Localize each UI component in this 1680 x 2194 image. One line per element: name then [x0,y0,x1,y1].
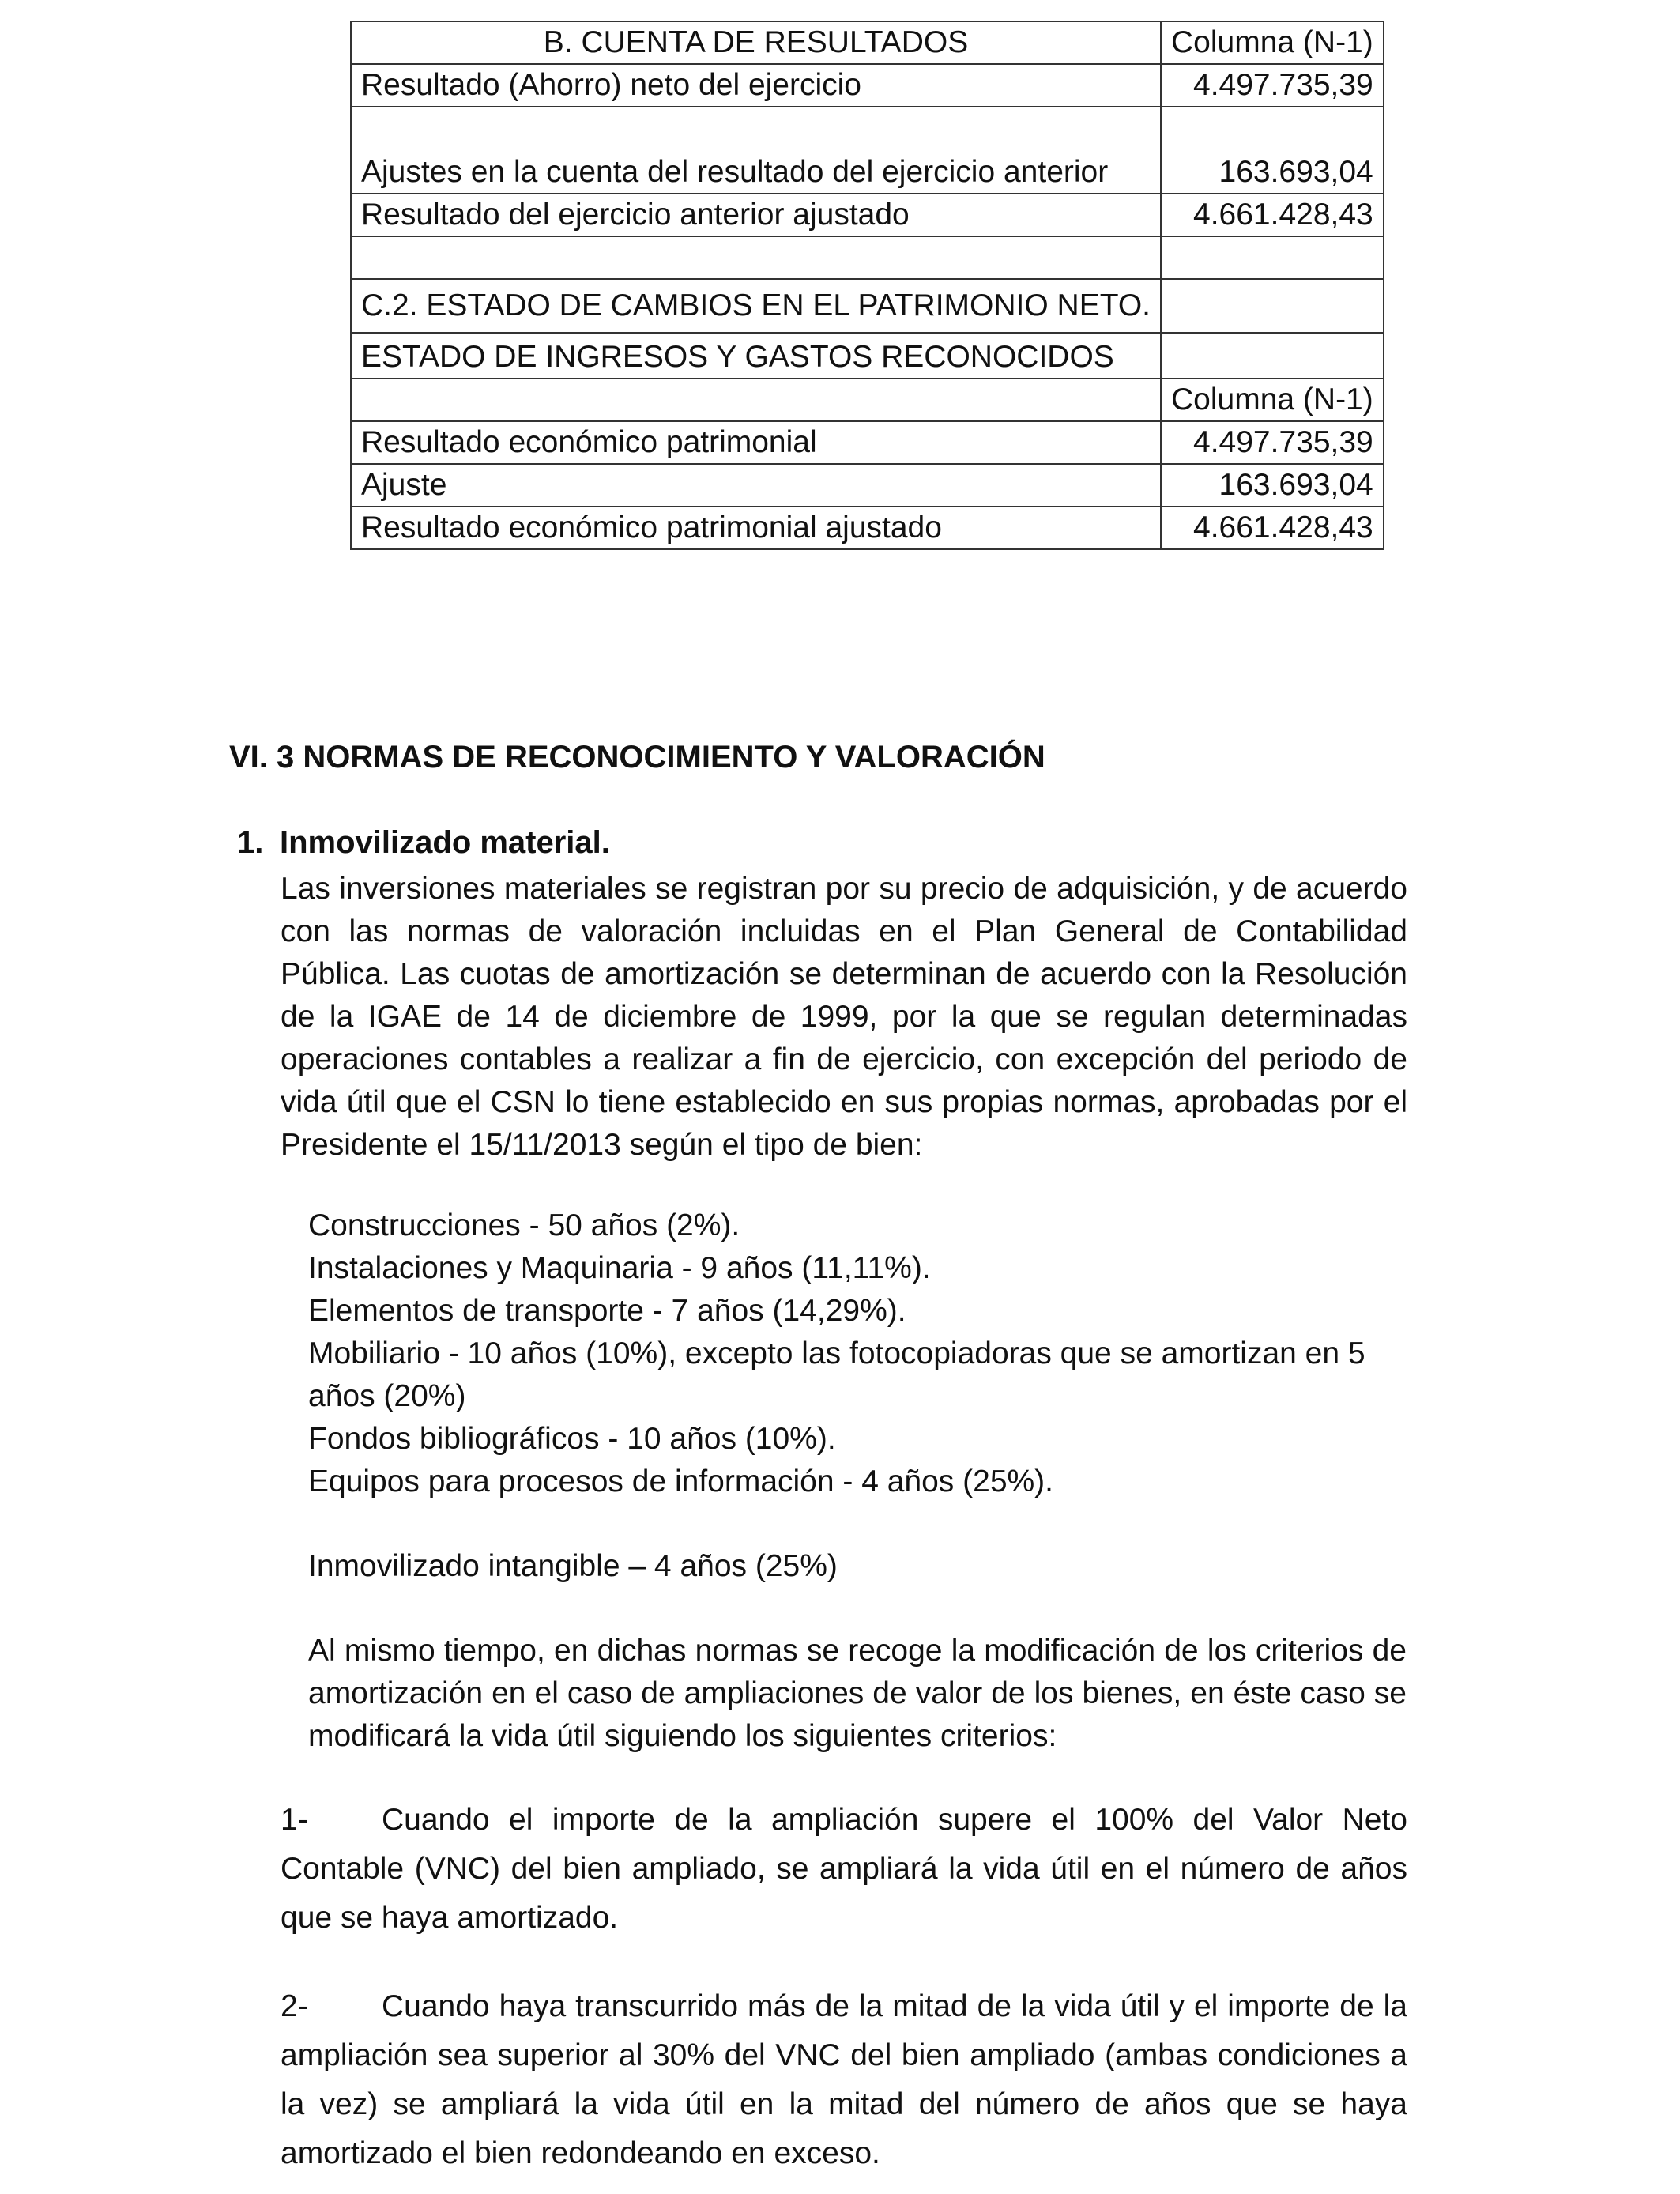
item-heading [237,825,610,861]
row-value: 4.661.428,43 [1161,507,1384,549]
body-paragraph: Las inversiones materiales se registran por su precio de adquisición, y de acuerdo con las normas de valoración incluidas en el Plan General de Contabilidad Pública. Las cuotas de amortización se determinan de acuerdo con la Resolución de la IGAE de 14 de diciembre de 1999, por la que se regulan determinadas operaciones contables a realizar a fin de ejercicio, con excepción del periodo de vida útil que el CSN lo tiene establecido en sus propias normas, aprobadas por el Presidente el 15/11/2013 según el tipo de bien: [281,872,1407,1162]
list-item: Instalaciones y Maquinaria - 9 años (11,11%). [308,1251,931,1285]
row-label: Ajustes en la cuenta del resultado del ejercicio anterior [351,107,1161,194]
row-label: Resultado económico patrimonial ajustado [351,507,1161,549]
criterion-number: 1- [281,1803,308,1837]
table-row [351,64,1384,107]
table-header-row [351,21,1384,64]
row-value: 4.497.735,39 [1161,64,1384,107]
estado-label: ESTADO DE INGRESOS Y GASTOS RECONOCIDOS [351,333,1161,379]
list-item: Mobiliario - 10 años (10%), excepto las fotocopiadoras que se amortizan en 5 años (20%) [308,1336,1365,1413]
row-label: Resultado (Ahorro) neto del ejercicio [351,64,1161,107]
row-value: 4.497.735,39 [1161,421,1384,464]
row-value: 163.693,04 [1161,464,1384,507]
table-row [351,279,1384,333]
list-item: Elementos de transporte - 7 años (14,29%). [308,1294,906,1328]
table-header-column: Columna (N-1) [1161,21,1384,64]
section-title: VI. 3 NORMAS DE RECONOCIMIENTO Y VALORACIÓN [229,740,1045,775]
criterion-number: 2- [281,1989,308,2023]
table-row [351,464,1384,507]
row-value: 4.661.428,43 [1161,194,1384,236]
criterion-text: Cuando el importe de la ampliación supere el 100% del Valor Neto Contable (VNC) del bien ampliado, se ampliará la vida útil en el número de años que se haya amortizado. [281,1803,1407,1935]
table-row [351,107,1384,194]
row-label: Ajuste [351,464,1161,507]
results-table [350,21,1384,550]
table-row [351,421,1384,464]
row-label: Resultado del ejercicio anterior ajustado [351,194,1161,236]
table-header-label: B. CUENTA DE RESULTADOS [351,21,1161,64]
table-row [351,333,1384,379]
table-row [351,507,1384,549]
estado-column-header: Columna (N-1) [1161,379,1384,421]
list-item: Equipos para procesos de información - 4 años (25%). [308,1465,1054,1498]
item-number: 1. [237,825,264,860]
table-row [351,379,1384,421]
row-value: 163.693,04 [1161,107,1384,194]
list-item: Construcciones - 50 años (2%). [308,1208,740,1242]
table-row [351,194,1384,236]
intangible-line: Inmovilizado intangible – 4 años (25%) [308,1549,838,1583]
item-title: Inmovilizado material. [280,825,610,860]
criterion-2 [281,1982,1407,2178]
section-c2-label: C.2. ESTADO DE CAMBIOS EN EL PATRIMONIO NETO. [351,279,1161,333]
body-paragraph-2: Al mismo tiempo, en dichas normas se recoge la modificación de los criterios de amortización en el caso de ampliaciones de valor de los bienes, en éste caso se modificará la vida útil siguiendo los siguientes criterios: [308,1634,1407,1753]
asset-life-list [308,1204,1414,1503]
criterion-1 [281,1796,1407,1943]
criterion-text: Cuando haya transcurrido más de la mitad de la vida útil y el importe de la ampliación sea superior al 30% del VNC del bien ampliado (ambas condiciones a la vez) se ampliará la vida útil en la mitad del número de años que se haya amortizado el bien redondeando en exceso. [281,1989,1407,2170]
row-label: Resultado económico patrimonial [351,421,1161,464]
table-empty-row [351,236,1384,279]
list-item: Fondos bibliográficos - 10 años (10%). [308,1422,836,1456]
